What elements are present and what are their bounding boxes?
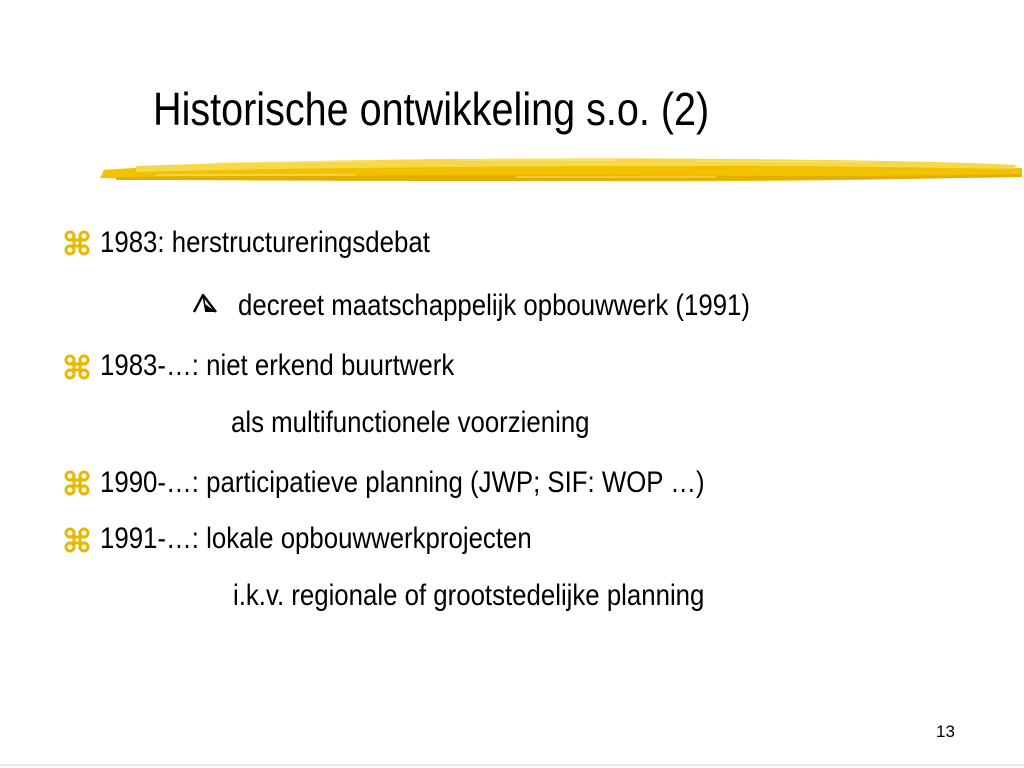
bullet-4-continuation: i.k.v. regionale of grootstedelijke planning xyxy=(233,579,705,612)
command-key-icon xyxy=(64,526,90,554)
page-number: 13 xyxy=(936,722,955,741)
command-key-icon xyxy=(64,469,90,497)
command-key-icon xyxy=(64,229,90,257)
bullet-1-text: 1983: herstructureringsdebat xyxy=(100,226,430,259)
bullet-2-continuation: als multifunctionele voorziening xyxy=(231,406,590,439)
sub-item-text: decreet maatschappelijk opbouwwerk (1991) xyxy=(238,289,750,322)
bullet-2-text: 1983-…: niet erkend buurtwerk xyxy=(100,349,455,382)
arrow-head-icon xyxy=(192,292,218,316)
slide-title: Historische ontwikkeling s.o. (2) xyxy=(153,83,710,135)
title-underline-brushstroke xyxy=(96,150,1024,186)
bullet-4-text: 1991-…: lokale opbouwwerkprojecten xyxy=(100,522,532,555)
command-key-icon xyxy=(64,353,90,381)
bottom-divider xyxy=(0,764,1024,766)
bullet-3-text: 1990-…: participatieve planning (JWP; SIF: WOP …) xyxy=(100,466,705,499)
